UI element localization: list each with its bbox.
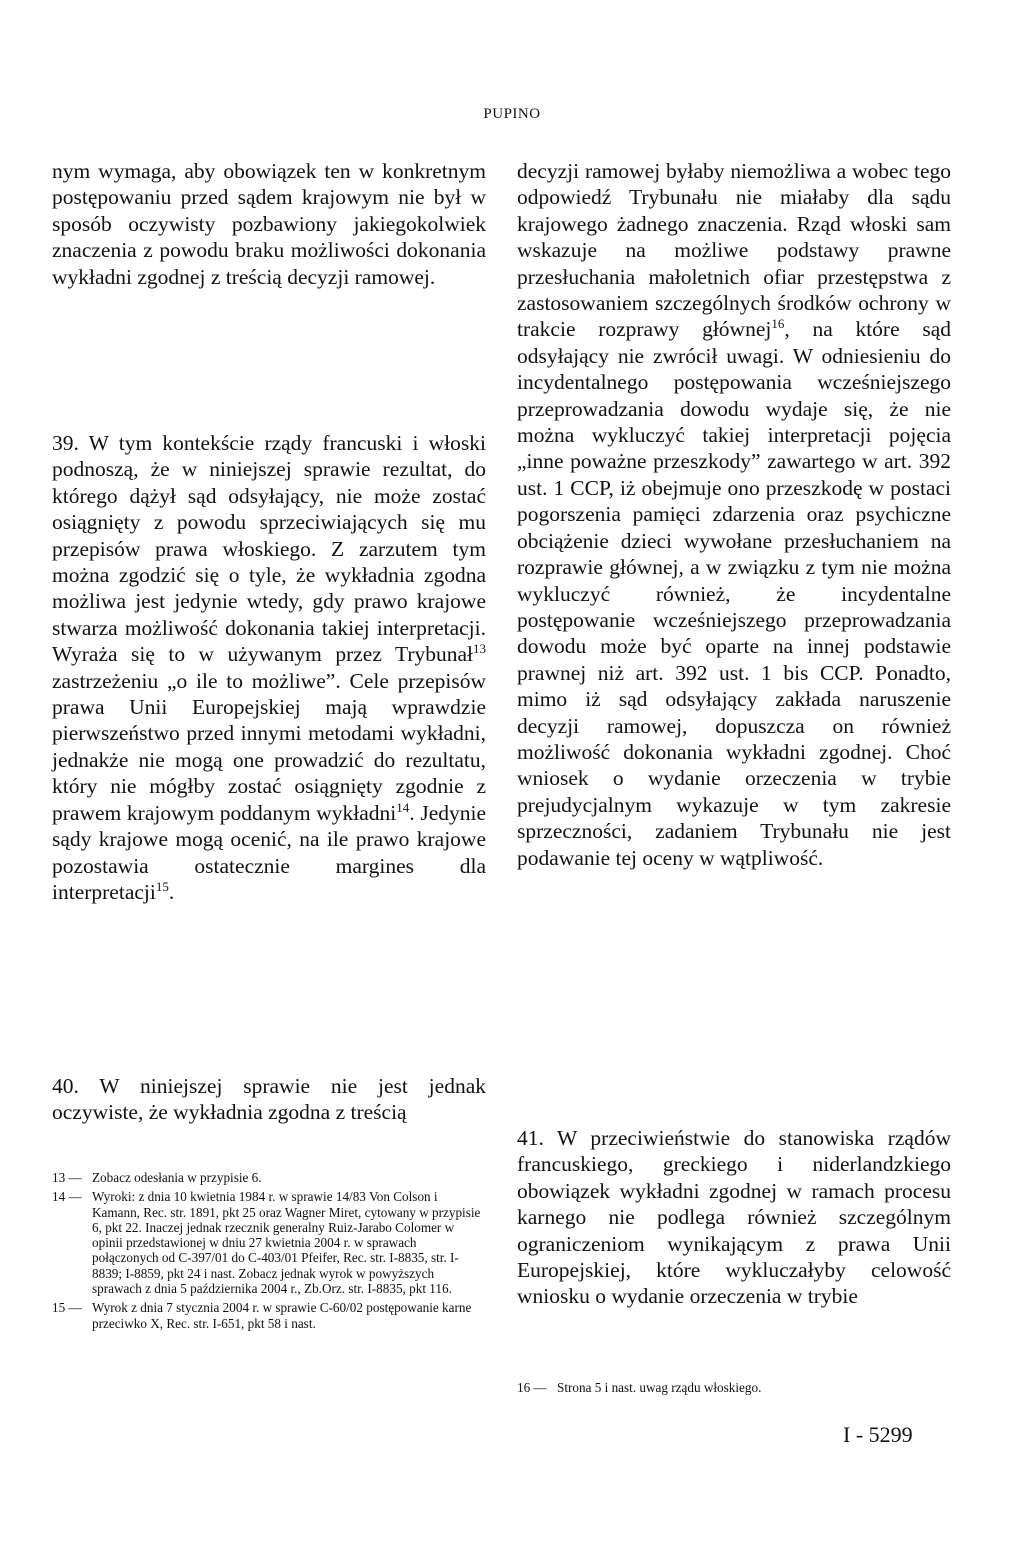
- footnote-16: [517, 1380, 949, 1395]
- footnote-number: 16 —: [517, 1380, 547, 1395]
- paragraph-right-continuation: [517, 158, 951, 871]
- footnote-number: 14 —: [52, 1189, 82, 1205]
- footnote-ref-13[interactable]: 13: [473, 641, 486, 657]
- footnotes-right: [517, 1380, 949, 1399]
- paragraph-right-text-a: decyzji ramowej byłaby niemożliwa a wobec tego odpowiedź Trybunału nie miałaby dla sądu krajowego żadnego znaczenia. Rząd włoski sam wskazuje na możliwe podstawy prawne przesłuchania małoletnich ofiar przestępstwa z zastosowaniem szczególnych środków ochrony w trakcie rozprawy głównej: [517, 159, 951, 342]
- footnote-number: 15 —: [52, 1300, 82, 1316]
- footnote-ref-14[interactable]: 14: [396, 799, 410, 815]
- footnote-text: Wyrok z dnia 7 stycznia 2004 r. w sprawie C-60/02 postępowanie karne przeciwko X, Rec. str. I-651, pkt 58 i nast.: [92, 1300, 472, 1331]
- paragraph-39-text-b: zastrzeżeniu „o ile to możliwe”. Cele przepisów prawa Unii Europejskiej mają wprawdzie pierwszeństwo przed innymi metodami wykładni, jednakże nie mogą one prowadzić do rezultatu, który nie mógłby zostać osiągnięty zgodnie z prawem krajowym poddanym wykładni: [52, 668, 486, 825]
- paragraph-39: [52, 430, 486, 905]
- paragraph-39-text-a: 39. W tym kontekście rządy francuski i włoski podnoszą, że w niniejszej sprawie rezultat, do którego dążył sąd odsyłający, nie może zostać osiągnięty z powodu sprzeciwiających się mu przepisów prawa włoskiego. Z zarzutem tym można zgodzić się o tyle, że wykładnia zgodna możliwa jest jedynie wtedy, gdy prawo krajowe stwarza możliwość dokonania takiej interpretacji. Wyraża się to w używanym przez Trybunał: [52, 431, 486, 667]
- paragraph-right-text-b: , na które sąd odsyłający nie zwrócił uwagi. W odniesieniu do incydentalnego postępowania wcześniejszego przeprowadzania dowodu wydaje się, że nie można wykluczyć takiej interpretacji pojęcia „inne poważne przeszkody” zawartego w art. 392 ust. 1 CCP, iż obejmuje ono przeszkodę w postaci pogorszenia pamięci zdarzenia oraz psychiczne obciążenie dzieci wywołane przesłuchaniem na rozprawie głównej, a w związku z tym nie można wykluczyć również, że incydentalne postępowanie wcześniejszego przeprowadzania dowodu może być oparte na innej podstawie prawnej niż art. 392 ust. 1 bis CCP. Ponadto, mimo iż sąd odsyłający zakłada naruszenie decyzji ramowej, dopuszcza on również możliwość dokonania wykładni zgodnej. Choć wniosek o wydanie orzeczenia w trybie prejudycjalnym wykazuje w tym zakresie sprzeczności, zadaniem Trybunału nie jest podawanie tej oceny w wątpliwość.: [517, 317, 951, 870]
- footnotes-left: [52, 1170, 484, 1335]
- footnote-text: Wyroki: z dnia 10 kwietnia 1984 r. w sprawie 14/83 Von Colson i Kamann, Rec. str. 1891, pkt 25 oraz Wagner Miret, cytowany w przypisie 6, pkt 22. Inaczej jednak rzecznik generalny Ruiz-Jarabo Colomer w opinii przedstawionej w dniu 27 kwietnia 2004 r. w sprawach połączonych od C-397/01 do C-403/01 Pfeifer, Rec. str. I-8835, str. I-8839; I-8859, pkt 24 i nast. Zobacz jednak wyrok w powyższych sprawach z dnia 5 października 2004 r., Zb.Orz. str. I-8835, pkt 116.: [92, 1189, 481, 1297]
- footnote-number: 13 —: [52, 1170, 82, 1185]
- running-header: PUPINO: [483, 106, 541, 122]
- footnote-14: [52, 1189, 484, 1296]
- footnote-ref-15[interactable]: 15: [155, 878, 169, 894]
- paragraph-41: 41. W przeciwieństwie do stanowiska rządów francuskiego, greckiego i niderlandzkiego obowiązek wykładni zgodnej w ramach procesu karnego nie podlega również szczególnym ograniczeniom wynikającym z prawa Unii Europejskiej, które wykluczałyby celowość wniosku o wydanie orzeczenia w trybie: [517, 1126, 951, 1309]
- paragraph-39-text-c: . Jedynie sądy krajowe mogą ocenić, na ile prawo krajowe pozostawia ostatecznie margines dla interpretacji: [52, 800, 486, 904]
- footnote-text: Strona 5 i nast. uwag rządu włoskiego.: [557, 1380, 762, 1395]
- paragraph-38-continuation: nym wymaga, aby obowiązek ten w konkretnym postępowaniu przed sądem krajowym nie był w sposób oczywisty pozbawiony jakiegokolwiek znaczenia z powodu braku możliwości dokonania wykładni zgodnej z treścią decyzji ramowej.: [52, 159, 486, 289]
- page-number: I - 5299: [843, 1422, 913, 1447]
- paragraph-39-text-d: .: [168, 879, 175, 904]
- footnote-13: [52, 1170, 484, 1185]
- footnote-ref-16[interactable]: 16: [771, 316, 785, 332]
- paragraph-40: 40. W niniejszej sprawie nie jest jednak oczywiste, że wykładnia zgodna z treścią: [52, 1074, 486, 1125]
- footnote-15: [52, 1300, 484, 1331]
- footnote-text: Zobacz odesłania w przypisie 6.: [92, 1170, 262, 1185]
